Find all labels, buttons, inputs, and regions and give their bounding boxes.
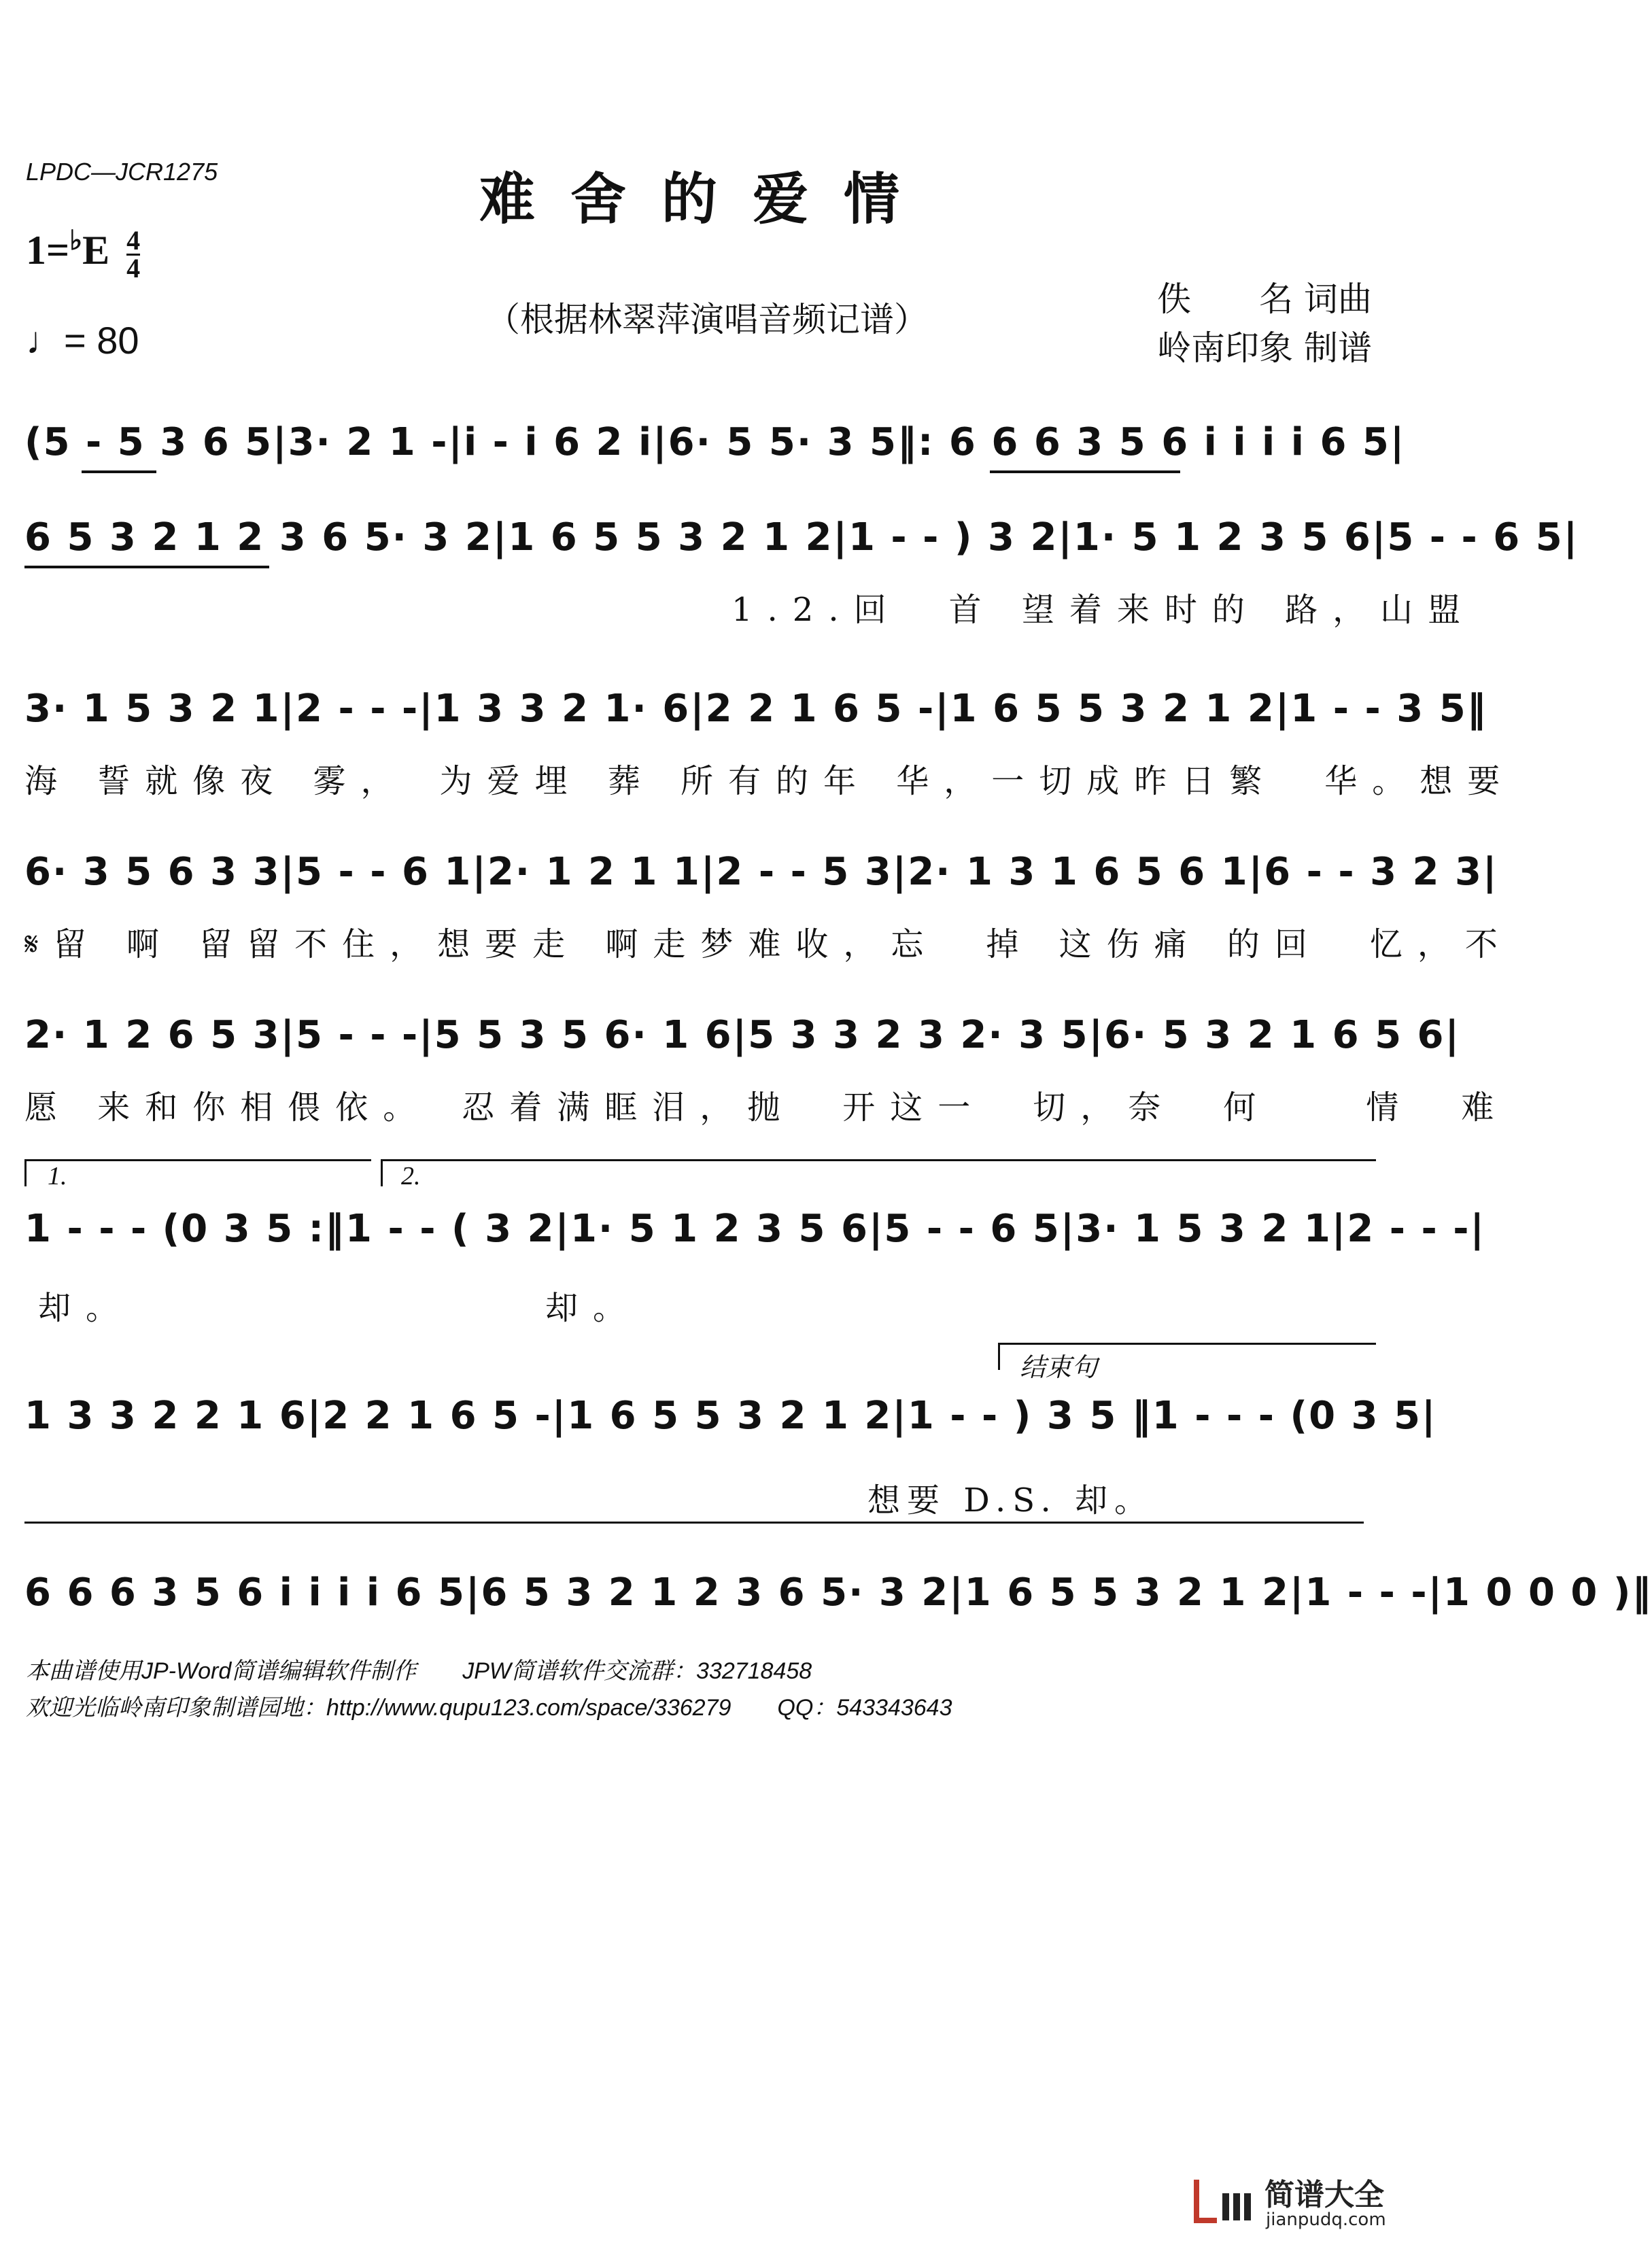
measure: 1 - - ) 3 5 ‖: [907, 1394, 1152, 1438]
beam: [82, 470, 156, 473]
barline: |: [1248, 850, 1264, 894]
beam: [990, 470, 1180, 473]
time-signature: [126, 224, 141, 284]
lyrics-line: 𝄋留 啊 留留不住，想要走 啊走梦难收，忘 掉 这伤痛 的回 忆，不: [24, 925, 1513, 963]
notation-row: [24, 1394, 1437, 1438]
measure: 6· 3 5 6 3 3: [24, 850, 281, 894]
measure: 6 6 6 3 5 6 i i i i 6 5: [24, 1570, 466, 1615]
volta-bracket-2-edge: [381, 1159, 383, 1186]
quarter-note-icon: ♩: [26, 319, 64, 362]
measure: 5 - - 6 5: [884, 1207, 1061, 1251]
measure: 3· 2 1 -: [288, 420, 449, 464]
measure: 1 - - - (0 3 5 :‖: [24, 1207, 346, 1251]
lyrics-line: 愿 来和你相偎依。 忍着满眶泪，抛 开这一 切，奈 何 情 难: [24, 1088, 1509, 1127]
barline: |: [892, 1394, 908, 1438]
measure: 2 2 1 6 5 -: [322, 1394, 552, 1438]
score-line-7: [24, 1394, 1437, 1520]
credit-arranger: 岭南印象 制谱: [1157, 328, 1372, 368]
barline: |: [448, 420, 464, 464]
measure: 1 6 5 5 3 2 1 2: [950, 687, 1275, 731]
score-line-5: [24, 1013, 1509, 1127]
volta-2-label: 2.: [401, 1162, 421, 1190]
barline: |: [653, 420, 668, 464]
lyrics-line: 却。 却。: [38, 1289, 641, 1327]
measure: (5 - 5 3 6 5: [24, 420, 273, 464]
barline: |: [1088, 1013, 1105, 1057]
volta-bracket-1-edge: [24, 1159, 27, 1186]
measure: 2 - - -: [1347, 1207, 1470, 1251]
barline: |: [280, 687, 296, 731]
barline: |: [935, 687, 950, 731]
measure: 5 - - 6 1: [296, 850, 472, 894]
measure: 1 6 5 5 3 2 1 2: [508, 515, 833, 560]
footer-software-note: 本曲谱使用JP-Word简谱编辑软件制作 JPW简谱软件交流群：332718458: [26, 1658, 812, 1684]
measure: 5 - - -: [296, 1013, 419, 1057]
barline: |: [1275, 687, 1291, 731]
barline: |: [492, 515, 509, 560]
notation-row: [24, 420, 1406, 464]
measure: 3· 1 5 3 2 1: [24, 687, 281, 731]
subtitle: （根据林翠萍演唱音频记谱）: [486, 300, 928, 339]
barline: |: [472, 850, 487, 894]
barline: |: [419, 1013, 434, 1057]
score-code: LPDC—JCR1275: [26, 158, 218, 186]
barline: |: [307, 1394, 323, 1438]
measure: 3· 1 5 3 2 1: [1075, 1207, 1332, 1251]
barline: |: [690, 687, 706, 731]
barline: |: [1371, 515, 1388, 560]
barline: |: [732, 1013, 748, 1057]
score-line-2: [24, 515, 1579, 629]
measure: 1 - - 3 5: [1290, 687, 1467, 731]
key-prefix: 1=: [26, 228, 70, 273]
barline: |: [273, 420, 288, 464]
measure: 2 2 1 6 5 -: [705, 687, 935, 731]
measure: 1 6 5 5 3 2 1 2: [567, 1394, 893, 1438]
piano-logo-icon: [1190, 2166, 1258, 2234]
measure: 5 - - 6 5: [1387, 515, 1564, 560]
barline: |: [949, 1570, 965, 1615]
measure: 2 - - 5 3: [716, 850, 893, 894]
barline: |: [700, 850, 717, 894]
measure: 1· 5 1 2 3 5 6: [1073, 515, 1372, 560]
measure: 1 0 0 0 )‖: [1443, 1570, 1652, 1615]
measure: 6· 5 5· 3 5: [668, 420, 898, 464]
barline: |: [551, 1394, 568, 1438]
key-flat: ♭: [69, 225, 83, 256]
measure: 1 3 3 2 1· 6: [434, 687, 691, 731]
measure: 1 - - ) 3 2: [848, 515, 1059, 560]
notation-row: [24, 1207, 1485, 1251]
measure: 6 - - 3 2 3: [1264, 850, 1483, 894]
score-line-6: [24, 1207, 1485, 1327]
barline: |: [1421, 1394, 1437, 1438]
notation-row: [24, 850, 1498, 894]
barline: |: [868, 1207, 884, 1251]
barline: |: [1470, 1207, 1485, 1251]
watermark-url: jianpudq.com: [1266, 2210, 1386, 2230]
line-bracket: [24, 1522, 1364, 1524]
barline: |: [892, 850, 908, 894]
barline: |: [1289, 1570, 1305, 1615]
barline: |: [1428, 1570, 1444, 1615]
barline: |: [833, 515, 848, 560]
key-letter: E: [82, 228, 110, 273]
coda-bracket-edge: [998, 1343, 1000, 1370]
score-line-1: [24, 420, 1406, 502]
measure: 2· 1 2 1 1: [487, 850, 701, 894]
measure: 1 - - -: [1305, 1570, 1428, 1615]
barline: |: [1331, 1207, 1347, 1251]
measure: 6· 5 3 2 1 6 5 6: [1104, 1013, 1445, 1057]
key-signature: [26, 224, 141, 284]
volta-bracket-2: [381, 1159, 1376, 1161]
coda-label: 结束句: [1020, 1354, 1098, 1382]
measure: i - i 6 2 i: [463, 420, 653, 464]
notation-row: [24, 1570, 1652, 1615]
measure: 1 - - ( 3 2: [345, 1207, 555, 1251]
beam: [24, 566, 269, 568]
site-watermark: [1190, 2166, 1394, 2234]
barline: |: [419, 687, 434, 731]
credit-composer: 佚 名 词曲: [1157, 279, 1372, 319]
measure: ‖: 6 6 6 3 5 6 i i i i 6 5: [897, 420, 1390, 464]
measure: 6 5 3 2 1 2 3 6 5· 3 2: [24, 515, 493, 560]
song-title: 难舍的爱情: [479, 167, 935, 232]
volta-1-label: 1.: [48, 1162, 67, 1190]
measure: 1 6 5 5 3 2 1 2: [964, 1570, 1290, 1615]
measure: 1 - - - (0 3 5: [1152, 1394, 1422, 1438]
time-denominator: 4: [126, 252, 141, 284]
notation-row: [24, 1013, 1460, 1057]
lyrics-line: 1.2.回 首 望着来时的 路，山盟: [732, 591, 1476, 629]
lyrics-line: 海 誓就像夜 雾， 为爱埋 葬 所有的年 华，一切成昨日繁 华。想要: [24, 762, 1515, 800]
barline: |: [1060, 1207, 1076, 1251]
tempo-value: = 80: [64, 319, 139, 362]
barline: |: [1390, 420, 1406, 464]
measure: 5 5 3 5 6· 1 6: [434, 1013, 733, 1057]
barline: |: [1058, 515, 1073, 560]
coda-bracket: [998, 1343, 1376, 1345]
barline: |: [465, 1570, 481, 1615]
barline: |: [280, 850, 296, 894]
barline: ‖: [1466, 687, 1487, 731]
barline: |: [1563, 515, 1579, 560]
measure: 2· 1 2 6 5 3: [24, 1013, 281, 1057]
score-line-4: [24, 850, 1513, 963]
notation-row: [24, 515, 1579, 560]
barline: |: [280, 1013, 296, 1057]
footer-website-note: 欢迎光临岭南印象制谱园地：http://www.qupu123.com/space/336279 QQ：543343643: [26, 1695, 952, 1721]
measure: 2 - - -: [296, 687, 419, 731]
lyrics-line: 想要 D.S. 却。: [867, 1481, 1154, 1520]
measure: 5 3 3 2 3 2· 3 5: [748, 1013, 1089, 1057]
barline: |: [1482, 850, 1498, 894]
score-line-3: [24, 687, 1515, 800]
notation-row: [24, 687, 1487, 731]
watermark-title: 简谱大全: [1264, 2178, 1384, 2212]
volta-bracket-1: [24, 1159, 371, 1161]
barline: |: [1445, 1013, 1460, 1057]
measure: 2· 1 3 1 6 5 6 1: [908, 850, 1249, 894]
score-line-8: [24, 1570, 1652, 1652]
time-numerator: 4: [126, 224, 141, 256]
measure: 6 5 3 2 1 2 3 6 5· 3 2: [481, 1570, 950, 1615]
measure: 1 3 3 2 2 1 6: [24, 1394, 307, 1438]
barline: |: [555, 1207, 570, 1251]
measure: 1· 5 1 2 3 5 6: [570, 1207, 869, 1251]
